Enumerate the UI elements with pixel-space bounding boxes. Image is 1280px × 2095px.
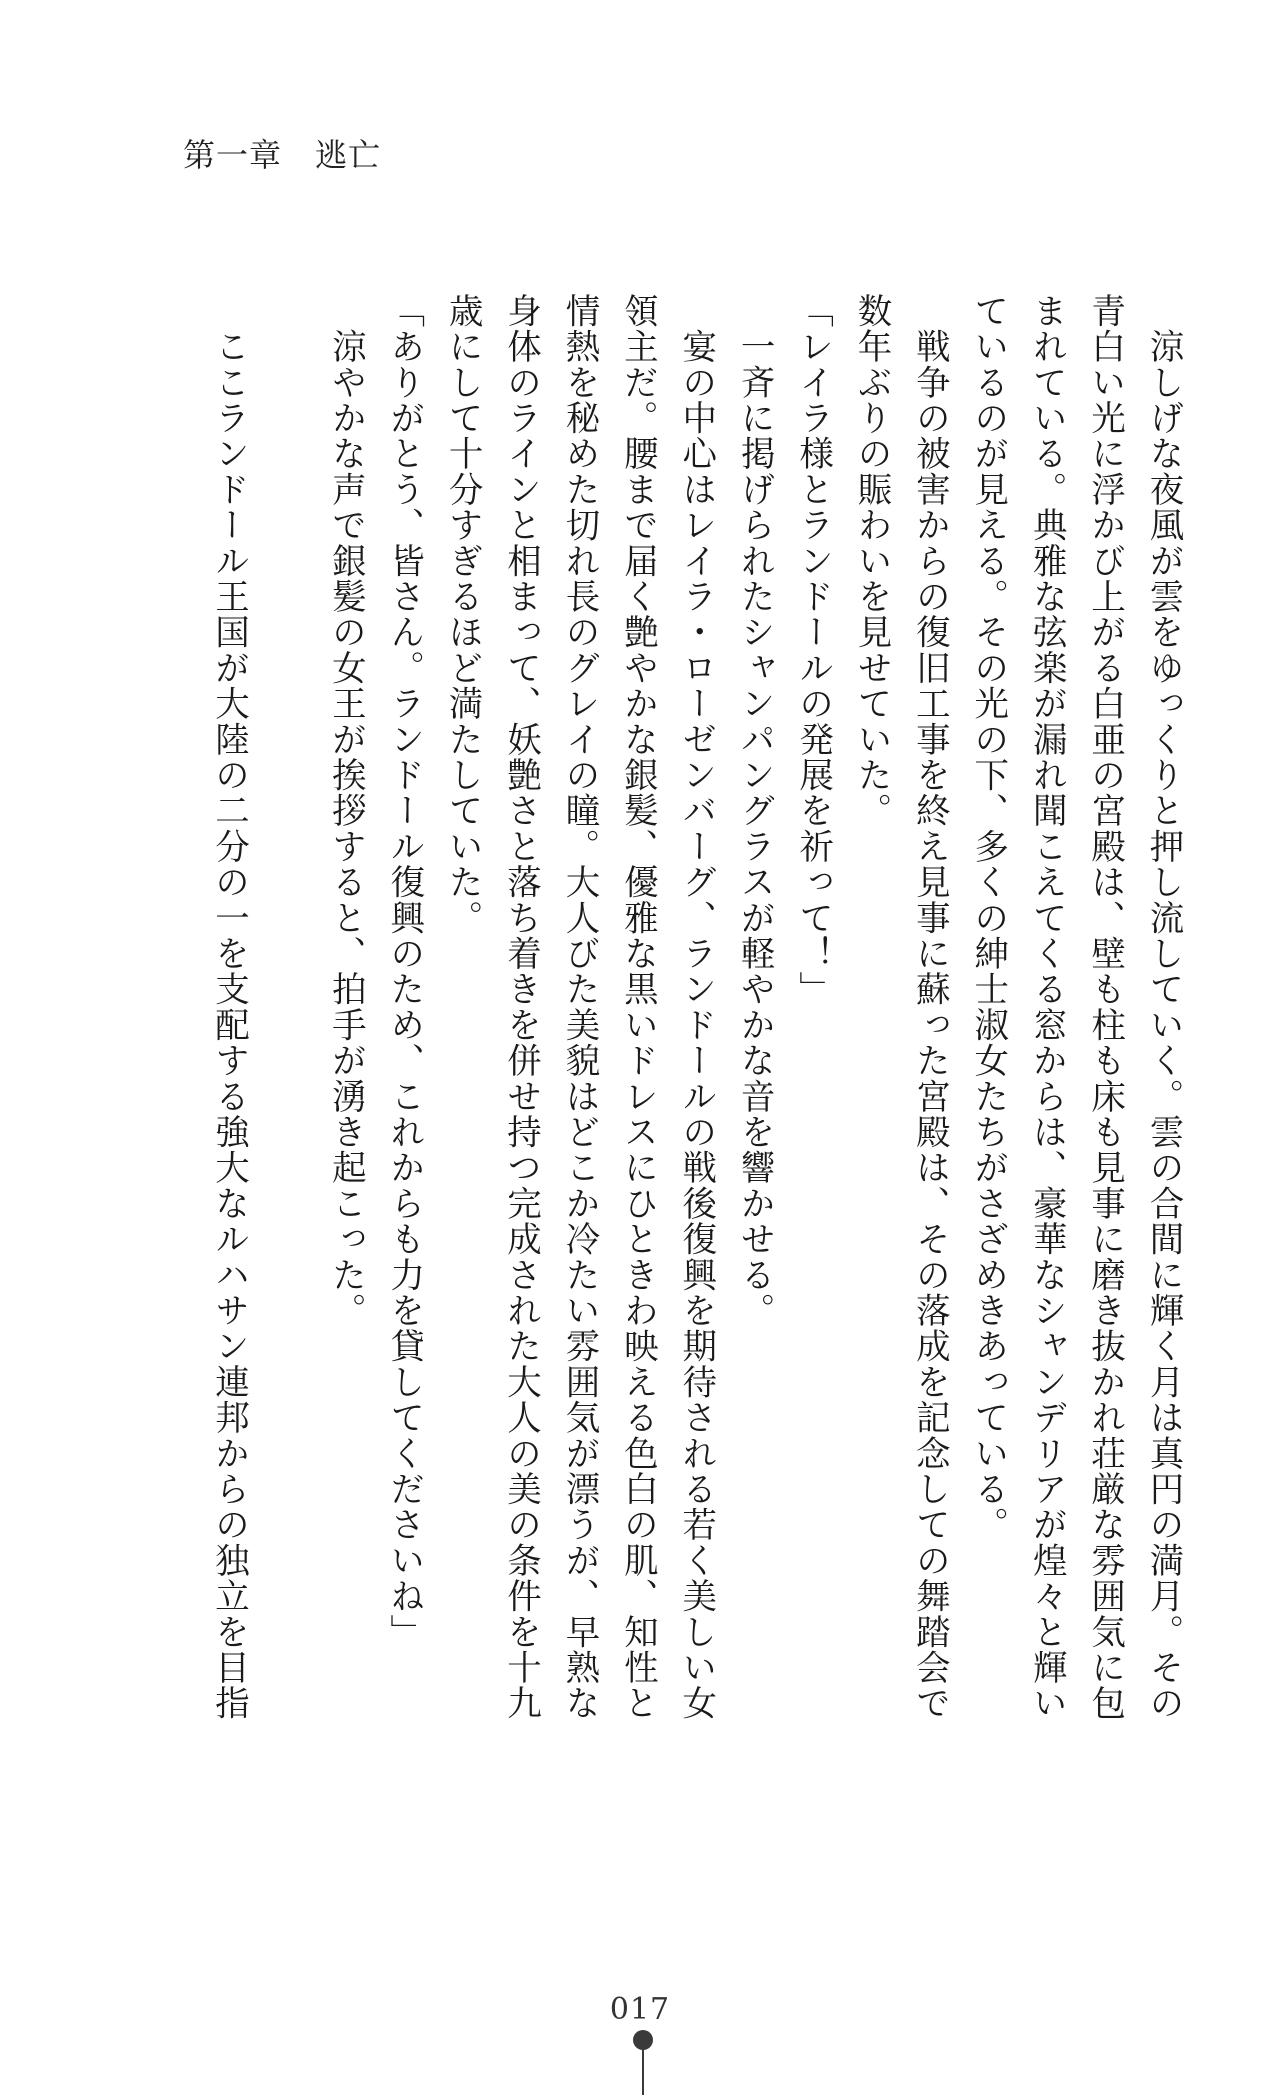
text-line: ているのが見える。その光の下、多くの紳士淑女たちがさざめきあっている。 [967,293,1008,1543]
page-number: 017 [609,1992,671,2027]
text-line: ここランドール王国が大陸の二分の一を支配する強大なルハサン連邦からの独立を目指 [208,293,249,1721]
text-line: 戦争の被害からの復旧工事を終え見事に蘇った宮殿は、その落成を記念しての舞踏会で [909,293,950,1721]
text-line: 数年ぶりの賑わいを見せていた。 [850,293,891,829]
text-line: まれている。典雅な弦楽が漏れ聞こえてくる窓からは、豪華なシャンデリアが煌々と輝い [1026,293,1067,1721]
text-line: 身体のラインと相まって、妖艶さと落ち着きを併せ持つ完成された大人の美の条件を十九 [500,293,541,1721]
text-line: 情熱を秘めた切れ長のグレイの瞳。大人びた美貌はどこか冷たい雰囲気が漂うが、早熟な [558,293,599,1721]
text-line: 「ありがとう、皆さん。ランドール復興のため、これからも力を貸してくださいね」 [383,293,424,1650]
text-line: 一斉に掲げられたシャンパングラスが軽やかな音を響かせる。 [734,293,775,1329]
blank-line [258,293,316,1723]
text-line: 宴の中心はレイラ・ローゼンバーグ、ランドールの戦後復興を期待される若く美しい女 [675,293,716,1721]
body-text [199,293,1192,1723]
chapter-header: 第一章 逃亡 [183,136,382,174]
page-marker-dot-icon [633,2030,653,2050]
text-line: 涼やかな声で銀髪の女王が挨拶すると、拍手が湧き起こった。 [325,293,366,1329]
text-line: 涼しげな夜風が雲をゆっくりと押し流していく。雲の合間に輝く月は真円の満月。その [1143,293,1183,1721]
page-marker-line [642,2048,644,2095]
text-line: 青白い光に浮かび上がる白亜の宮殿は、壁も柱も床も見事に磨き抜かれ荘厳な雰囲気に包 [1084,293,1125,1721]
text-line: 領主だ。腰まで届く艶やかな銀髪、優雅な黒いドレスにひときわ映える色白の肌、知性と [617,293,658,1721]
text-line: 歳にして十分すぎるほど満たしていた。 [442,293,483,936]
text-line: 「レイラ様とランドールの発展を祈って！」 [792,293,833,1007]
